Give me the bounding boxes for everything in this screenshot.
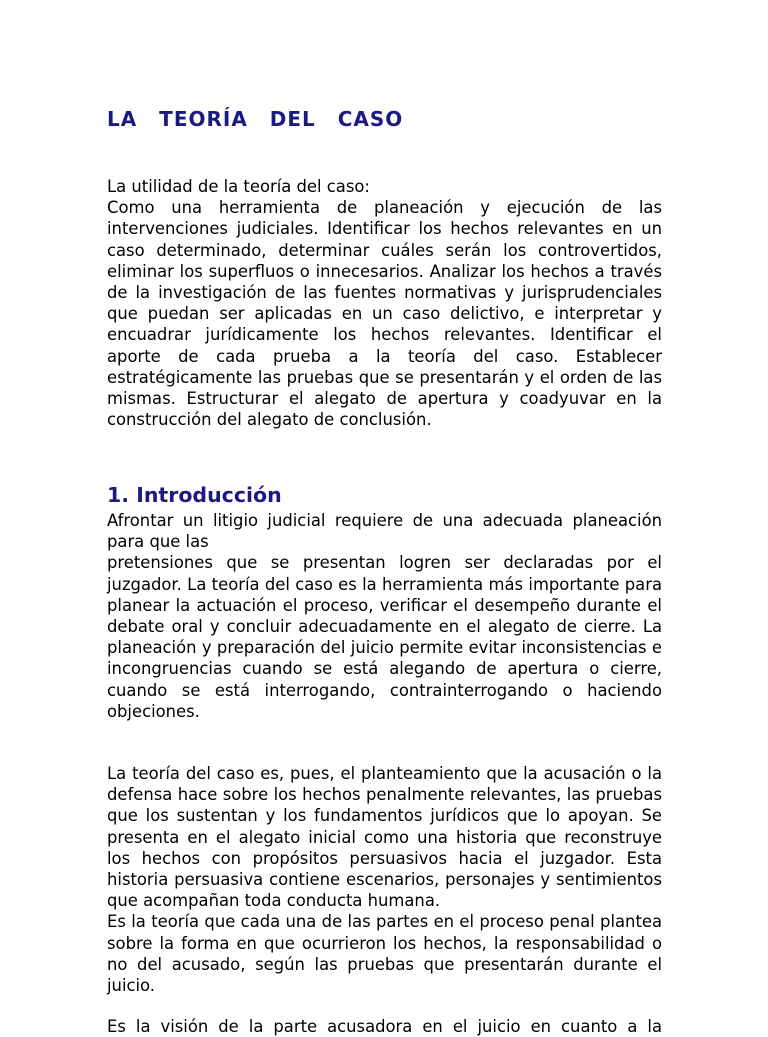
intro-p4-text: Es la visión de la parte acusadora en el juicio en cuanto a la [107, 1017, 662, 1036]
intro-p3: Es la teoría que cada una de las partes en el proceso penal plantea sobre la forma en que ocurrieron los hechos, la responsabilidad o no del acusado, según las pruebas que presentarán durante el juicio. [107, 912, 662, 996]
introduction-paragraphs-2-3 [107, 763, 662, 996]
intro-p2: La teoría del caso es, pues, el planteamiento que la acusación o la defensa hace sobre los hechos penalmente relevantes, las pruebas que los sustentan y los fundamentos jurídicos que lo apoyan. Se presenta en el alegato inicial como una historia que reconstruye los hechos con propósitos persuasivos hacia el juzgador. Esta historia persuasiva contiene escenarios, personajes y sentimientos que acompañan toda conducta humana. [107, 764, 662, 911]
introduction-paragraph-1 [107, 510, 662, 722]
utility-lead: La utilidad de la teoría del caso: [107, 177, 370, 196]
utility-body: Como una herramienta de planeación y ejecución de las intervenciones judiciales. Identificar los hechos relevantes en un caso determinado, determinar cuáles serán los controvertidos, eliminar los superfluos o innecesarios. Analizar los hechos a través de la investigación de las fuentes normativas y jurisprudenciales que puedan ser aplicadas en un caso delictivo, e interpretar y encuadrar jurídicamente los hechos relevantes. Identificar el aporte de cada prueba a la teoría del caso. Establecer estratégicamente las pruebas que se presentarán y el orden de las mismas. Estructurar el alegato de apertura y coadyuvar en la construcción del alegato de conclusión. [107, 198, 662, 430]
utility-section [107, 176, 662, 430]
intro-p1-first-line: Afrontar un litigio judicial requiere de una adecuada planeación para que las [107, 511, 662, 552]
intro-p4-partial-line [107, 1016, 662, 1036]
intro-p1-continued: pretensiones que se presentan logren ser declaradas por el juzgador. La teoría del caso es la herramienta más importante para planear la actuación el proceso, verificar el desempeño durante el debate oral y concluir adecuadamente en el alegato de cierre. La planeación y preparación del juicio permite evitar inconsistencias e incongruencias cuando se está alegando de apertura o cierre, cuando se está interrogando, contrainterrogando o haciendo objeciones. [107, 553, 662, 721]
document-title: LA TEORÍA DEL CASO [107, 107, 404, 131]
introduction-heading: 1. Introducción [107, 483, 282, 507]
